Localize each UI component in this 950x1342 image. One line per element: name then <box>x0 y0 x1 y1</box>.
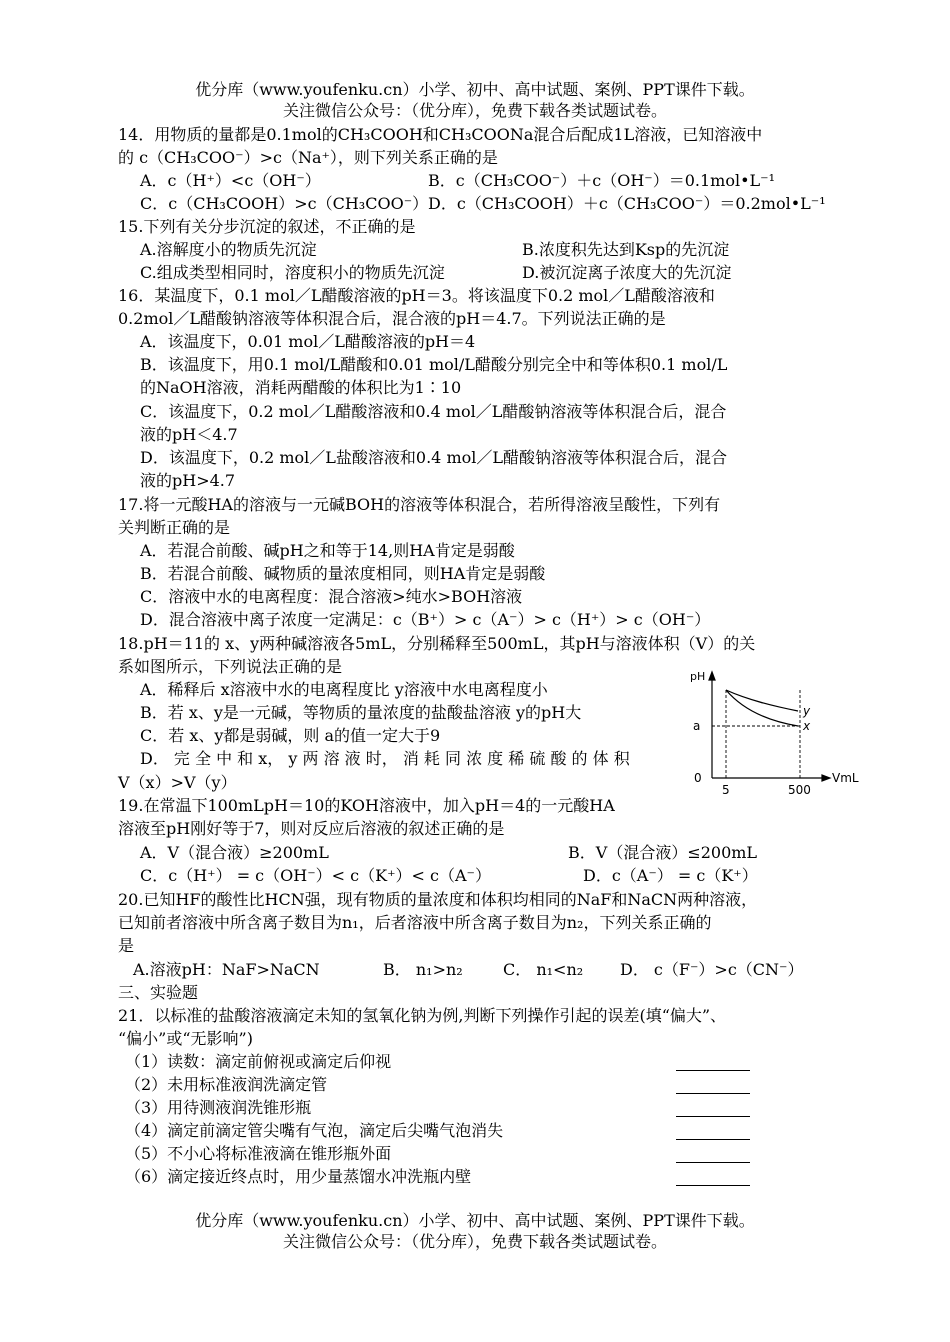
footer-line-2: 关注微信公众号：（优分库），免费下载各类试题试卷。 <box>282 1232 667 1251</box>
q16-option-c-line-2: 液的pH＜4.7 <box>140 425 238 444</box>
q20-stem-line-3: 是 <box>118 936 135 955</box>
q21-answer-blank-2[interactable] <box>676 1093 750 1094</box>
q14-option-b: B．c（CH₃COO⁻）＋c（OH⁻）＝0.1mol•L⁻¹ <box>428 171 776 190</box>
q18-option-d-line-1: D． 完 全 中 和 x， y 两 溶 液 时， 消 耗 同 浓 度 稀 硫 酸 的 体 积 <box>140 749 630 768</box>
q19-option-c: C．c（H⁺） = c（OH⁻）< c（K⁺）< c（A⁻） <box>140 866 491 885</box>
q18-stem-line-2: 系如图所示，下列说法正确的是 <box>118 657 343 676</box>
q19-stem-line-1: 19.在常温下100mLpH＝10的KOH溶液中，加入pH＝4的一元酸HA <box>118 796 615 815</box>
q21-item-1: （1）读数：滴定前俯视或滴定后仰视 <box>125 1052 392 1071</box>
graph-x-tick-5: 5 <box>722 783 730 797</box>
q16-option-b-line-2: 的NaOH溶液，消耗两醋酸的体积比为1∶10 <box>140 378 462 397</box>
graph-curve-x <box>726 690 798 726</box>
q19-option-b: B．V（混合液）≤200mL <box>568 843 758 862</box>
q15-option-c: C.组成类型相同时，溶度积小的物质先沉淀 <box>140 263 445 282</box>
q18-option-b: B．若 x、y是一元碱，等物质的量浓度的盐酸盐溶液 y的pH大 <box>140 703 582 722</box>
q18-ph-dilution-graph <box>688 664 868 802</box>
q17-option-d: D．混合溶液中离子浓度一定满足：c（B⁺）> c（A⁻）> c（H⁺）> c（OH⁻） <box>140 610 711 629</box>
q19-option-d: D．c（A⁻） = c（K⁺） <box>583 866 758 885</box>
q18-option-a: A．稀释后 x溶液中水的电离程度比 y溶液中水电离程度小 <box>140 680 548 699</box>
q18-stem-line-1: 18.pH＝11的 x、y两种碱溶液各5mL，分别稀释至500mL，其pH与溶液体积（V）的关 <box>118 634 756 653</box>
q20-stem-line-1: 20.已知HF的酸性比HCN强，现有物质的量浓度和体积均相同的NaF和NaCN两种溶液， <box>118 890 758 909</box>
q21-stem-line-2: “偏小”或“无影响”) <box>118 1029 253 1048</box>
q21-answer-blank-1[interactable] <box>676 1070 750 1071</box>
q14-stem-line-1: 14．用物质的量都是0.1mol的CH₃COOH和CH₃COONa混合后配成1L溶液，已知溶液中 <box>118 125 763 144</box>
q16-option-a: A．该温度下，0.01 mol／L醋酸溶液的pH＝4 <box>140 332 476 351</box>
q18-option-d-line-2: V（x）>V（y） <box>118 773 237 792</box>
q20-option-d: D． c（F⁻）>c（CN⁻） <box>620 960 804 979</box>
q21-item-2: （2）未用标准液润洗滴定管 <box>125 1075 328 1094</box>
q20-option-a: A.溶液pH：NaF>NaCN <box>133 960 320 979</box>
q21-item-4: （4）滴定前滴定管尖嘴有气泡，滴定后尖嘴气泡消失 <box>125 1121 504 1140</box>
graph-a-label: a <box>693 719 701 733</box>
q14-option-c: C．c（CH₃COOH）>c（CH₃COO⁻） <box>140 194 429 213</box>
q21-item-5: （5）不小心将标准液滴在锥形瓶外面 <box>125 1144 392 1163</box>
q15-option-d: D.被沉淀离子浓度大的先沉淀 <box>522 263 732 282</box>
q21-answer-blank-5[interactable] <box>676 1162 750 1163</box>
q15-option-a: A.溶解度小的物质先沉淀 <box>140 240 317 259</box>
q16-stem-line-2: 0.2mol／L醋酸钠溶液等体积混合后，混合液的pH＝4.7。下列说法正确的是 <box>118 309 666 328</box>
q21-item-3: （3）用待测液润洗锥形瓶 <box>125 1098 312 1117</box>
q16-option-b-line-1: B．该温度下，用0.1 mol/L醋酸和0.01 mol/L醋酸分别完全中和等体积0.1 mol/L <box>140 355 728 374</box>
q17-option-c: C．溶液中水的电离程度：混合溶液>纯水>BOH溶液 <box>140 587 523 606</box>
footer-line-1: 优分库（www.youfenku.cn）小学、初中、高中试题、案例、PPT课件下载。 <box>195 1211 755 1230</box>
q16-option-d-line-1: D．该温度下，0.2 mol／L盐酸溶液和0.4 mol／L醋酸钠溶液等体积混合后，混合 <box>140 448 727 467</box>
graph-x-tick-500: 500 <box>788 783 811 797</box>
q16-option-c-line-1: C．该温度下，0.2 mol／L醋酸溶液和0.4 mol／L醋酸钠溶液等体积混合后，混合 <box>140 402 727 421</box>
q20-stem-line-2: 已知前者溶液中所含离子数目为n₁，后者溶液中所含离子数目为n₂，下列关系正确的 <box>118 913 712 932</box>
graph-x-axis-label: VmL <box>832 771 859 785</box>
section-3-title: 三、实验题 <box>118 983 199 1002</box>
q16-stem-line-1: 16．某温度下，0.1 mol／L醋酸溶液的pH＝3。将该温度下0.2 mol／L醋酸溶液和 <box>118 286 715 305</box>
q17-stem-line-2: 关判断正确的是 <box>118 518 231 537</box>
q15-option-b: B.浓度积先达到Ksp的先沉淀 <box>522 240 730 259</box>
graph-origin-label: 0 <box>694 771 702 785</box>
header-line-1: 优分库（www.youfenku.cn）小学、初中、高中试题、案例、PPT课件下载。 <box>195 80 755 99</box>
q16-option-d-line-2: 液的pH>4.7 <box>140 471 236 490</box>
q21-answer-blank-4[interactable] <box>676 1139 750 1140</box>
graph-y-axis-arrow <box>709 672 715 680</box>
q21-answer-blank-6[interactable] <box>676 1185 750 1186</box>
q21-stem-line-1: 21．以标准的盐酸溶液滴定未知的氢氧化钠为例,判断下列操作引起的误差(填“偏大”、 <box>118 1006 727 1025</box>
q19-stem-line-2: 溶液至pH刚好等于7，则对反应后溶液的叙述正确的是 <box>118 819 505 838</box>
graph-y-axis-label: pH <box>690 670 706 683</box>
q20-option-b: B． n₁>n₂ <box>383 960 463 979</box>
q18-option-c: C．若 x、y都是弱碱，则 a的值一定大于9 <box>140 726 441 745</box>
graph-curve-y-label: y <box>803 704 811 718</box>
header-line-2: 关注微信公众号：（优分库），免费下载各类试题试卷。 <box>282 101 667 120</box>
q21-item-6: （6）滴定接近终点时，用少量蒸馏水冲洗瓶内壁 <box>125 1167 472 1186</box>
q21-answer-blank-3[interactable] <box>676 1116 750 1117</box>
q17-option-b: B．若混合前酸、碱物质的量浓度相同，则HA肯定是弱酸 <box>140 564 546 583</box>
graph-x-axis-arrow <box>822 775 830 781</box>
graph-curve-x-label: x <box>803 719 811 733</box>
q17-option-a: A．若混合前酸、碱pH之和等于14,则HA肯定是弱酸 <box>140 541 515 560</box>
q19-option-a: A．V（混合液）≥200mL <box>140 843 329 862</box>
q14-option-d: D．c（CH₃COOH）＋c（CH₃COO⁻）＝0.2mol•L⁻¹ <box>428 194 826 213</box>
q14-option-a: A．c（H⁺）<c（OH⁻） <box>140 171 321 190</box>
q17-stem-line-1: 17.将一元酸HA的溶液与一元碱BOH的溶液等体积混合，若所得溶液呈酸性，下列有 <box>118 495 721 514</box>
q20-option-c: C． n₁<n₂ <box>503 960 584 979</box>
q15-stem: 15.下列有关分步沉淀的叙述，不正确的是 <box>118 217 416 236</box>
q14-stem-line-2: 的 c（CH₃COO⁻）>c（Na⁺），则下列关系正确的是 <box>118 148 498 167</box>
